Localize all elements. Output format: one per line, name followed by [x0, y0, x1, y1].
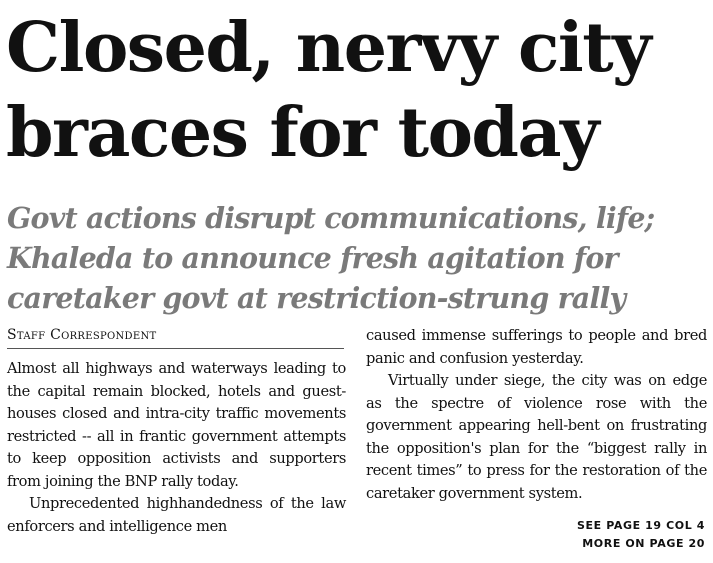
jump-more-on-page: MORE ON PAGE 20	[582, 537, 705, 550]
headline-line-2: braces for today	[6, 93, 599, 173]
headline-line-1: Closed, nervy city	[6, 8, 651, 88]
story-paragraph: Unprecedented highhandedness of the law enforcers and intelligence men	[7, 495, 346, 535]
jump-see-page: SEE PAGE 19 COL 4	[577, 519, 705, 532]
story-paragraph: Almost all highways and waterways leading to the capital remain blocked, hotels and guest-houses closed and intra-city traffic movements restricted -- all in frantic government attempts to keep opposition activists and supporters from joining the BNP rally today.	[7, 360, 346, 490]
subheadline-line-1: Govt actions disrupt communications, life;	[7, 201, 655, 235]
story-paragraph: Virtually under siege, the city was on edge as the spectre of violence rose with the government appearing hell-bent on frustrating the opposition's plan for the “biggest rally in recent times” to press for the restoration of the caretaker government system.	[366, 372, 707, 502]
subheadline-line-3: caretaker govt at restriction-strung rally	[7, 281, 626, 315]
byline: Staff Correspondent	[7, 325, 344, 349]
headline	[6, 6, 711, 176]
subheadline	[7, 198, 711, 318]
story-column-right	[366, 325, 707, 505]
jump-references	[577, 517, 705, 553]
subheadline-line-2: Khaleda to announce fresh agitation for	[7, 241, 618, 275]
story-paragraph: caused immense sufferings to people and bred panic and confusion yesterday.	[366, 327, 707, 367]
story-column-left	[7, 358, 346, 538]
